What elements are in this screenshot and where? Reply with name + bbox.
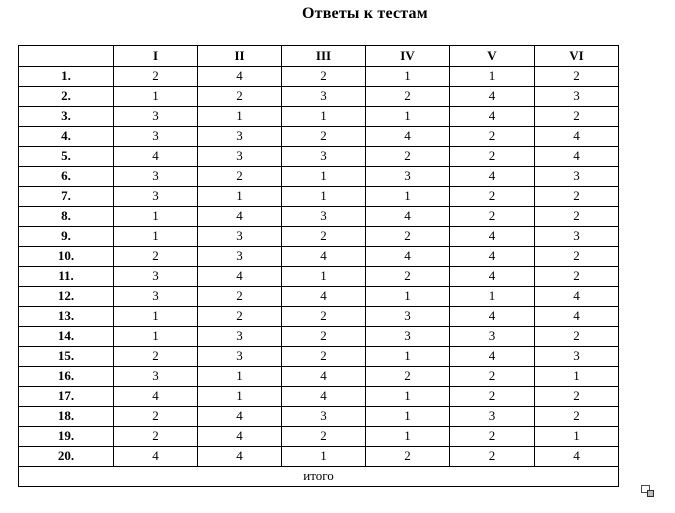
row-number: 19.: [19, 427, 114, 447]
row-number: 18.: [19, 407, 114, 427]
answer-cell: 2: [282, 347, 366, 367]
table-row: [19, 87, 619, 107]
table-row: [19, 347, 619, 367]
answer-cell: 2: [450, 127, 535, 147]
answer-cell: 1: [198, 107, 282, 127]
answer-cell: 3: [535, 87, 619, 107]
answer-cell: 2: [282, 427, 366, 447]
answer-cell: 1: [198, 187, 282, 207]
answer-cell: 3: [282, 207, 366, 227]
answer-cell: 2: [535, 407, 619, 427]
answer-cell: 3: [114, 127, 198, 147]
answer-cell: 3: [114, 267, 198, 287]
table-row: [19, 247, 619, 267]
answer-cell: 4: [450, 347, 535, 367]
answer-cell: 4: [535, 447, 619, 467]
row-number: 10.: [19, 247, 114, 267]
answer-cell: 2: [282, 67, 366, 87]
answer-cell: 2: [366, 147, 450, 167]
answer-cell: 2: [535, 247, 619, 267]
table-row: [19, 267, 619, 287]
answers-table-foot: [19, 467, 619, 487]
answer-cell: 4: [282, 247, 366, 267]
answer-cell: 3: [535, 227, 619, 247]
table-row: [19, 167, 619, 187]
answer-cell: 2: [366, 267, 450, 287]
answer-cell: 3: [114, 287, 198, 307]
answer-cell: 3: [535, 167, 619, 187]
answer-cell: 2: [282, 327, 366, 347]
table-row: [19, 207, 619, 227]
answer-cell: 1: [114, 87, 198, 107]
answer-cell: 4: [535, 147, 619, 167]
answer-cell: 4: [450, 307, 535, 327]
page-title: Ответы к тестам: [302, 5, 428, 22]
table-row: [19, 307, 619, 327]
answer-cell: 4: [198, 207, 282, 227]
answer-cell: 3: [366, 307, 450, 327]
answer-cell: 4: [114, 447, 198, 467]
table-row: [19, 447, 619, 467]
table-row: [19, 287, 619, 307]
answer-cell: 3: [282, 147, 366, 167]
answer-cell: 1: [535, 367, 619, 387]
answer-cell: 4: [535, 307, 619, 327]
table-row: [19, 107, 619, 127]
answer-cell: 3: [198, 247, 282, 267]
answer-cell: 3: [198, 147, 282, 167]
answer-cell: 4: [450, 107, 535, 127]
answer-cell: 1: [366, 67, 450, 87]
table-row: [19, 147, 619, 167]
answer-cell: 1: [114, 327, 198, 347]
answer-cell: 2: [450, 207, 535, 227]
answers-table-body: [19, 67, 619, 467]
header-cell-blank: [19, 46, 114, 67]
answer-cell: 3: [198, 127, 282, 147]
answer-cell: 4: [198, 267, 282, 287]
answer-cell: 1: [366, 187, 450, 207]
answer-cell: 1: [366, 387, 450, 407]
answer-cell: 2: [198, 167, 282, 187]
answer-cell: 1: [366, 347, 450, 367]
table-row: [19, 407, 619, 427]
answer-cell: 2: [114, 407, 198, 427]
row-number: 15.: [19, 347, 114, 367]
row-number: 3.: [19, 107, 114, 127]
answer-cell: 1: [366, 107, 450, 127]
answer-cell: 1: [366, 407, 450, 427]
answer-cell: 4: [366, 127, 450, 147]
answer-cell: 4: [535, 127, 619, 147]
answer-cell: 2: [535, 387, 619, 407]
answer-cell: 1: [450, 67, 535, 87]
table-resize-handle-icon[interactable]: [641, 485, 657, 499]
answer-cell: 1: [366, 287, 450, 307]
answer-cell: 1: [450, 287, 535, 307]
answer-cell: 3: [114, 167, 198, 187]
answer-cell: 2: [366, 447, 450, 467]
answer-cell: 1: [535, 427, 619, 447]
answer-cell: 4: [198, 67, 282, 87]
answer-cell: 2: [282, 227, 366, 247]
answer-cell: 2: [450, 427, 535, 447]
answer-cell: 2: [366, 227, 450, 247]
answer-cell: 2: [198, 87, 282, 107]
table-row: [19, 67, 619, 87]
answer-cell: 4: [366, 207, 450, 227]
table-row: [19, 387, 619, 407]
answer-cell: 3: [535, 347, 619, 367]
row-number: 16.: [19, 367, 114, 387]
answer-cell: 1: [366, 427, 450, 447]
answer-cell: 3: [282, 407, 366, 427]
answer-cell: 4: [282, 287, 366, 307]
header-row: [19, 46, 619, 67]
row-number: 13.: [19, 307, 114, 327]
answer-cell: 4: [535, 287, 619, 307]
header-cell-VI: VI: [535, 46, 619, 67]
answer-cell: 4: [282, 387, 366, 407]
answer-cell: 1: [282, 187, 366, 207]
answer-cell: 3: [366, 327, 450, 347]
total-label: итого: [19, 467, 619, 487]
answer-cell: 3: [198, 347, 282, 367]
answer-cell: 2: [535, 67, 619, 87]
row-number: 11.: [19, 267, 114, 287]
table-row: [19, 127, 619, 147]
answer-cell: 4: [450, 267, 535, 287]
answer-cell: 1: [282, 267, 366, 287]
row-number: 4.: [19, 127, 114, 147]
header-cell-II: II: [198, 46, 282, 67]
row-number: 9.: [19, 227, 114, 247]
answer-cell: 2: [535, 187, 619, 207]
answer-cell: 4: [114, 387, 198, 407]
answers-table-head: [19, 46, 619, 67]
answer-cell: 3: [450, 327, 535, 347]
answer-cell: 4: [282, 367, 366, 387]
answer-cell: 2: [114, 67, 198, 87]
answer-cell: 4: [450, 167, 535, 187]
table-row: [19, 327, 619, 347]
answer-cell: 2: [450, 447, 535, 467]
answer-cell: 3: [198, 227, 282, 247]
answer-cell: 1: [282, 447, 366, 467]
header-cell-IV: IV: [366, 46, 450, 67]
row-number: 7.: [19, 187, 114, 207]
answer-cell: 3: [282, 87, 366, 107]
answer-cell: 2: [535, 327, 619, 347]
header-cell-I: I: [114, 46, 198, 67]
answer-cell: 4: [114, 147, 198, 167]
answer-cell: 2: [114, 347, 198, 367]
table-row: [19, 367, 619, 387]
row-number: 14.: [19, 327, 114, 347]
row-number: 2.: [19, 87, 114, 107]
answer-cell: 1: [282, 107, 366, 127]
answer-cell: 3: [114, 107, 198, 127]
answer-cell: 3: [198, 327, 282, 347]
answer-cell: 4: [198, 447, 282, 467]
table-row: [19, 187, 619, 207]
answer-cell: 2: [366, 87, 450, 107]
row-number: 20.: [19, 447, 114, 467]
answer-cell: 2: [282, 307, 366, 327]
resize-handle-square-inner: [647, 490, 654, 497]
answer-cell: 4: [450, 87, 535, 107]
row-number: 5.: [19, 147, 114, 167]
answer-cell: 2: [450, 367, 535, 387]
row-number: 6.: [19, 167, 114, 187]
answer-cell: 2: [535, 207, 619, 227]
answer-cell: 1: [282, 167, 366, 187]
answer-cell: 2: [366, 367, 450, 387]
answer-cell: 2: [535, 107, 619, 127]
answer-cell: 4: [450, 247, 535, 267]
answer-cell: 4: [366, 247, 450, 267]
row-number: 8.: [19, 207, 114, 227]
answer-cell: 4: [198, 427, 282, 447]
header-cell-V: V: [450, 46, 535, 67]
answer-cell: 1: [198, 387, 282, 407]
answer-cell: 2: [114, 427, 198, 447]
answer-cell: 1: [114, 227, 198, 247]
row-number: 17.: [19, 387, 114, 407]
table-row: [19, 427, 619, 447]
answer-cell: 4: [198, 407, 282, 427]
answer-cell: 3: [450, 407, 535, 427]
header-cell-III: III: [282, 46, 366, 67]
answer-cell: 3: [366, 167, 450, 187]
answer-cell: 2: [198, 287, 282, 307]
total-row: [19, 467, 619, 487]
answers-table: [18, 45, 619, 487]
answer-cell: 3: [114, 187, 198, 207]
row-number: 12.: [19, 287, 114, 307]
answer-cell: 2: [114, 247, 198, 267]
answer-cell: 4: [450, 227, 535, 247]
answer-cell: 2: [450, 387, 535, 407]
row-number: 1.: [19, 67, 114, 87]
answer-cell: 2: [198, 307, 282, 327]
answer-cell: 2: [535, 267, 619, 287]
answer-cell: 1: [114, 207, 198, 227]
answer-cell: 1: [114, 307, 198, 327]
answer-cell: 1: [198, 367, 282, 387]
answer-cell: 2: [282, 127, 366, 147]
table-row: [19, 227, 619, 247]
answer-cell: 2: [450, 187, 535, 207]
answer-cell: 3: [114, 367, 198, 387]
answer-cell: 2: [450, 147, 535, 167]
